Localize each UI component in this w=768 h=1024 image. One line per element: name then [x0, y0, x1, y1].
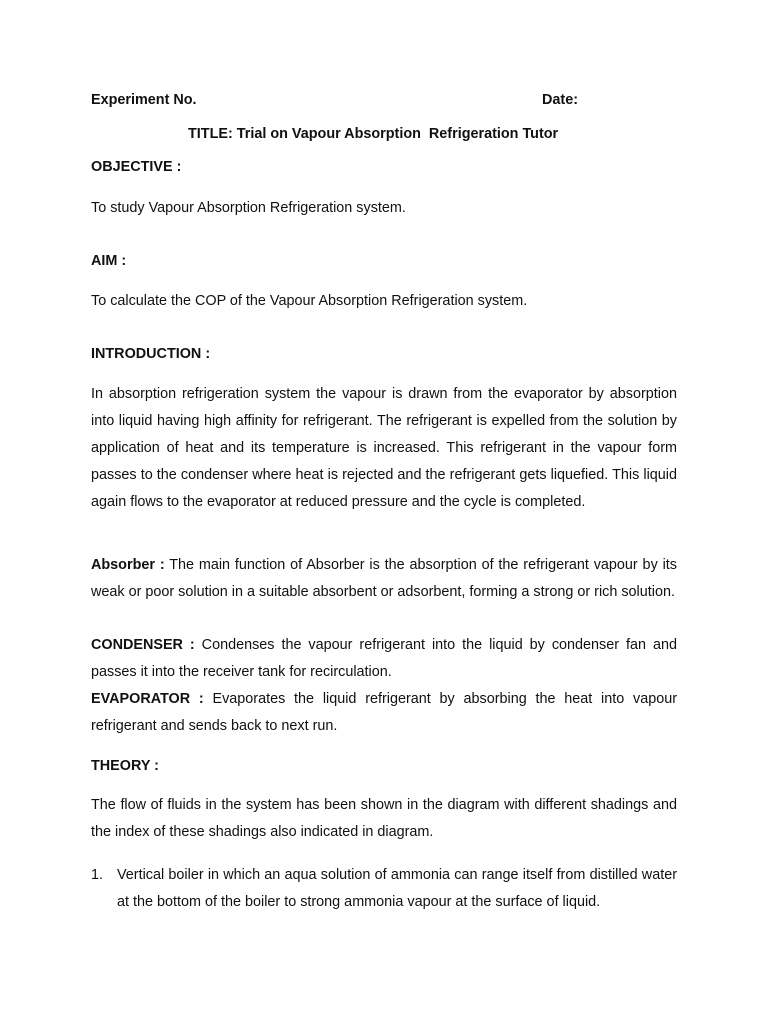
- objective-text: To study Vapour Absorption Refrigeration system.: [91, 200, 406, 216]
- evaporator-label: EVAPORATOR :: [91, 691, 204, 707]
- aim-text: To calculate the COP of the Vapour Absorption Refrigeration system.: [91, 293, 528, 309]
- introduction-text: In absorption refrigeration system the vapour is drawn from the evaporator by absorption into liquid having high affinity for refrigerant. The refrigerant is expelled from the solution by application of heat and its temperature is increased. This refrigerant in the vapour form passes to the condenser where heat is rejected and the refrigerant gets liquefied. This liquid again flows to the evaporator at reduced pressure and the cycle is completed.: [91, 386, 677, 510]
- absorber-paragraph: [91, 552, 677, 606]
- condenser-text: Condenses the vapour refrigerant into the liquid by condenser fan and passes it into the receiver tank for recirculation.: [91, 637, 677, 680]
- experiment-number-label: Experiment No.: [91, 92, 197, 108]
- absorber-label: Absorber :: [91, 557, 165, 573]
- page-title: TITLE: Trial on Vapour Absorption Refrigeration Tutor: [188, 126, 559, 142]
- condenser-paragraph: [91, 632, 677, 686]
- list-item-number: 1.: [91, 867, 104, 883]
- introduction-heading: INTRODUCTION :: [91, 346, 211, 362]
- date-label: Date:: [542, 92, 578, 108]
- theory-text: The flow of fluids in the system has been shown in the diagram with different shadings and the index of these shadings also indicated in diagram.: [91, 797, 677, 840]
- header-row: [91, 92, 581, 108]
- condenser-label: CONDENSER :: [91, 637, 195, 653]
- introduction-paragraph: [91, 381, 677, 516]
- theory-heading: THEORY :: [91, 758, 159, 774]
- evaporator-paragraph: [91, 686, 677, 740]
- aim-heading: AIM :: [91, 253, 127, 269]
- objective-heading: OBJECTIVE :: [91, 159, 182, 175]
- theory-paragraph: [91, 792, 677, 846]
- evaporator-text: Evaporates the liquid refrigerant by absorbing the heat into vapour refrigerant and sends back to next run.: [91, 691, 678, 734]
- absorber-text: The main function of Absorber is the absorption of the refrigerant vapour by its weak or poor solution in a suitable absorbent or adsorbent, forming a strong or rich solution.: [91, 557, 677, 600]
- list-item-text: Vertical boiler in which an aqua solution of ammonia can range itself from distilled water at the bottom of the boiler to strong ammonia vapour at the surface of liquid.: [117, 867, 677, 910]
